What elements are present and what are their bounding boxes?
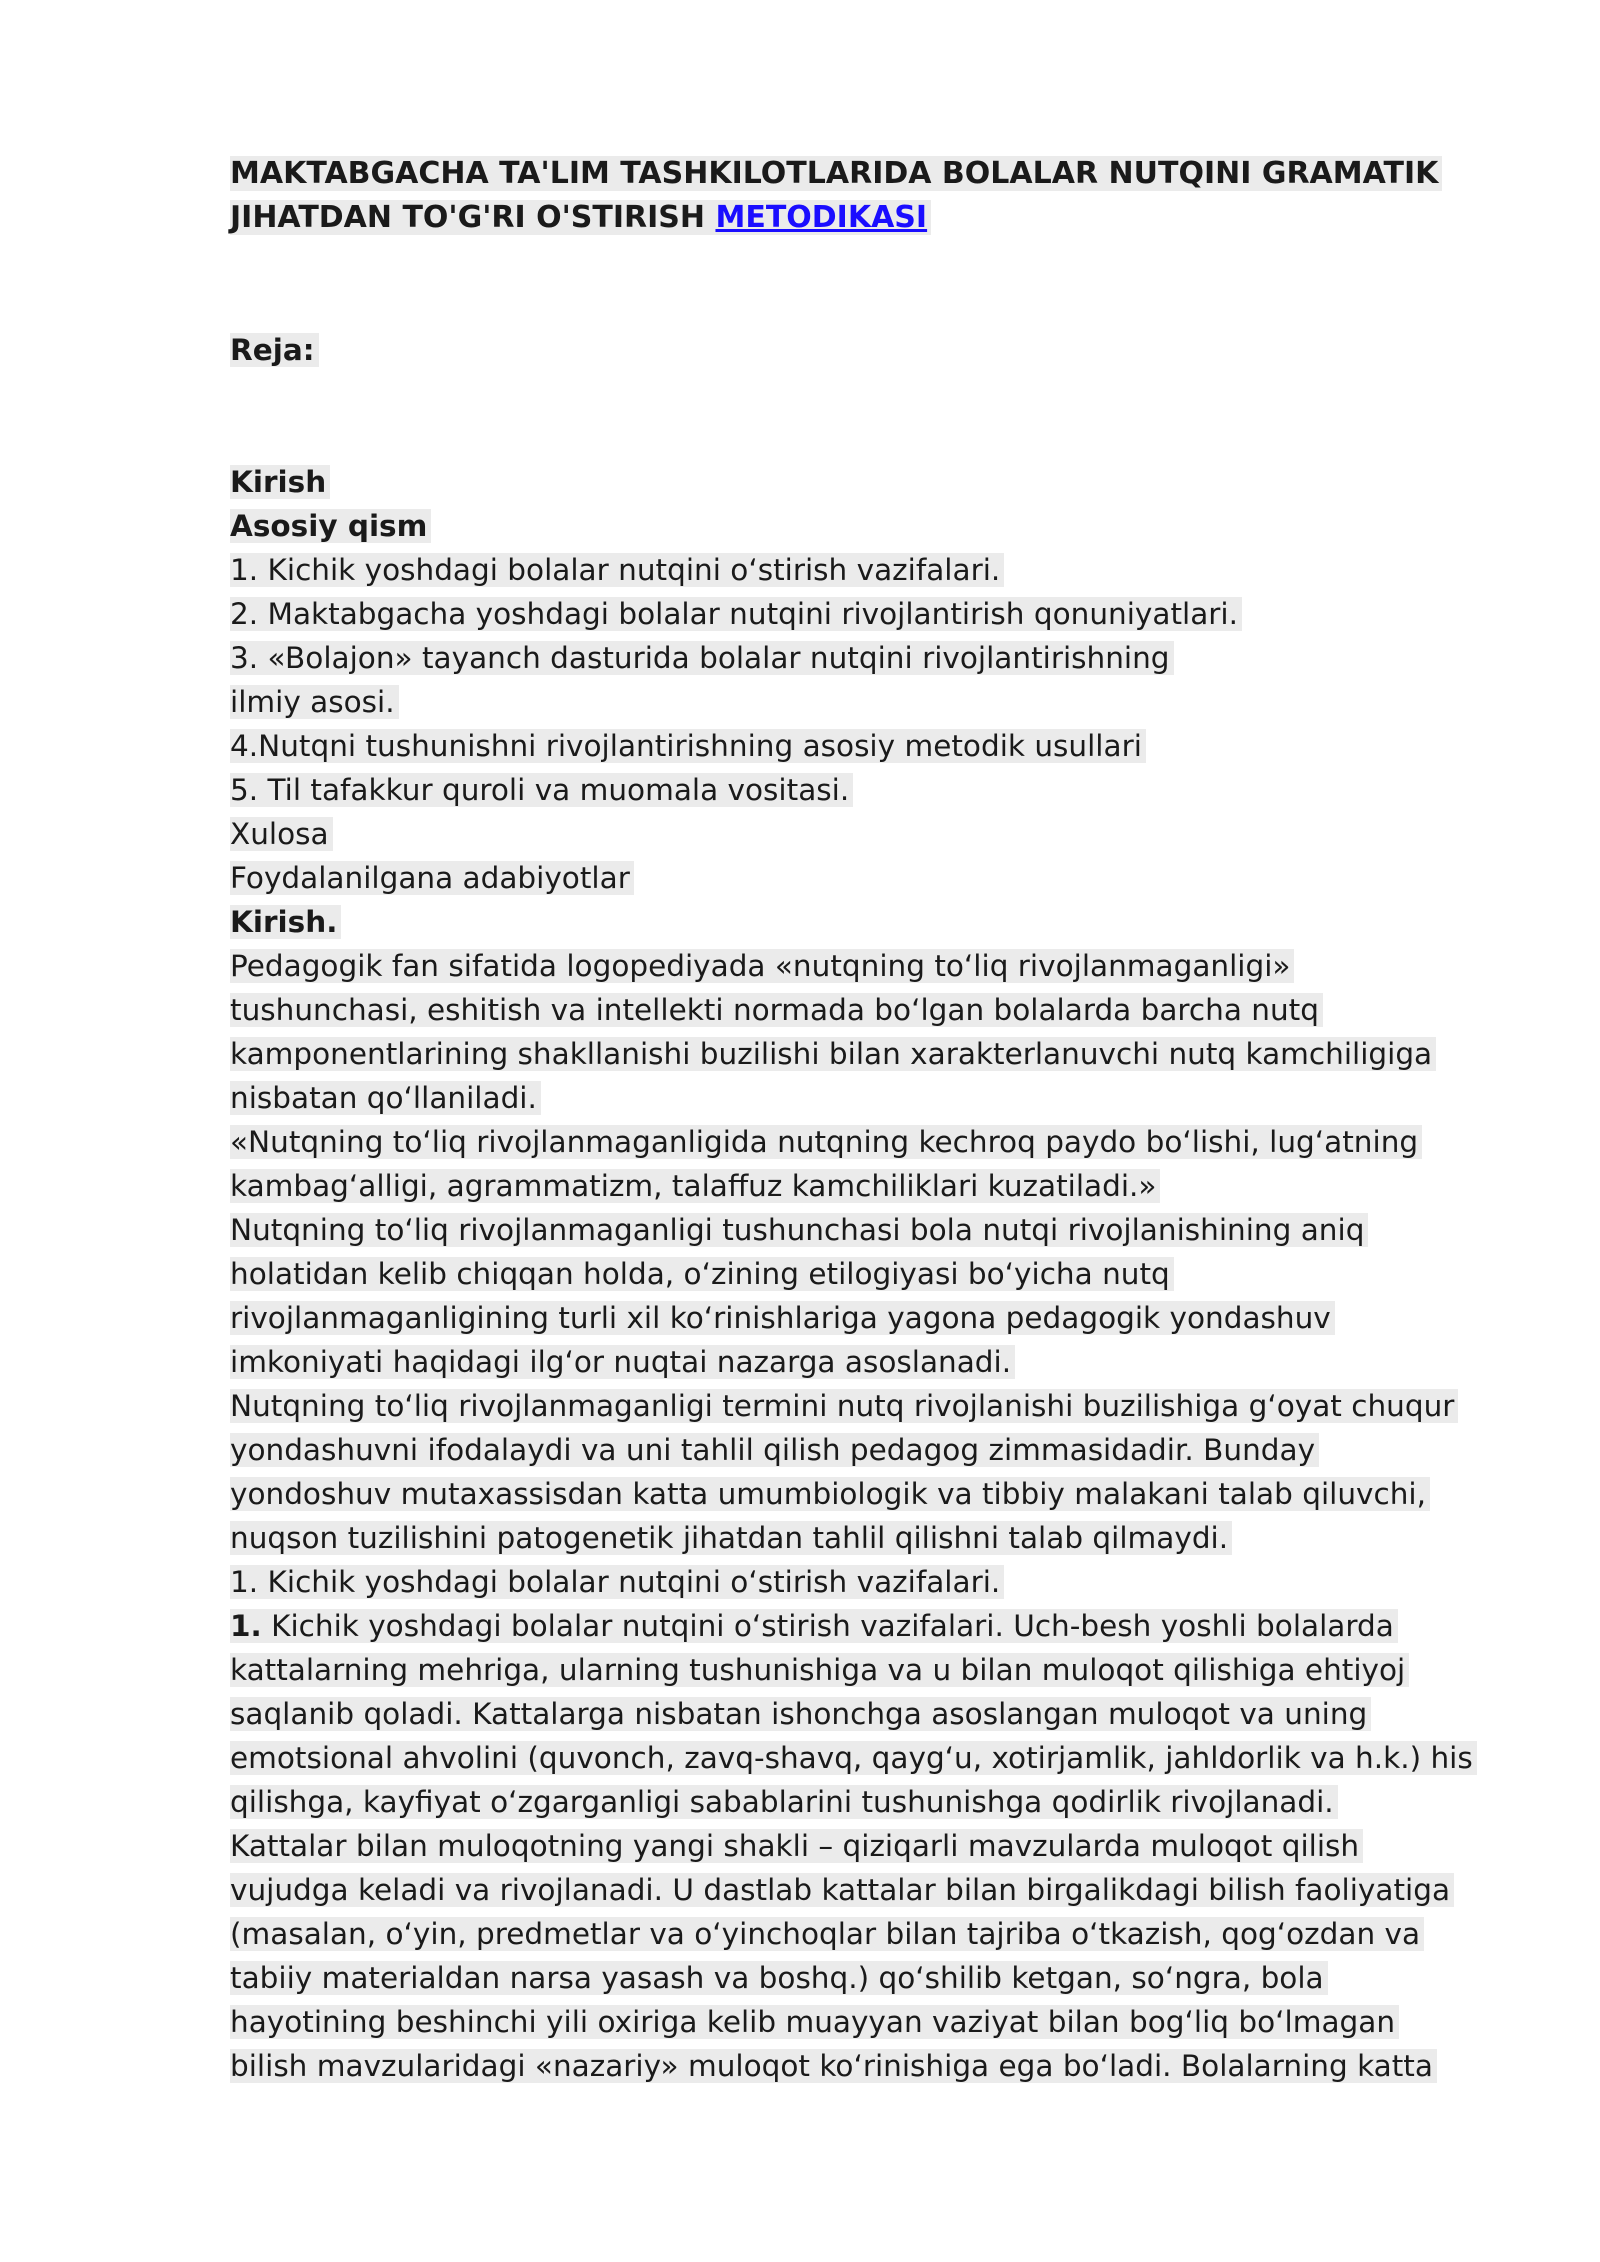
body-line: bilish mavzularidagi «nazariy» muloqot ko‘rinishiga ega bo‘ladi. Bolalarning katta [230, 2044, 1530, 2088]
body-line: holatidan kelib chiqqan holda, o‘zining etilogiyasi bo‘yicha nutq [230, 1252, 1530, 1296]
body-line: yondashuvni ifodalaydi va uni tahlil qilish pedagog zimmasidadir. Bunday [230, 1428, 1530, 1472]
body-line: Kattalar bilan muloqotning yangi shakli – qiziqarli mavzularda muloqot qilish [230, 1824, 1530, 1868]
body-line: vujudga keladi va rivojlanadi. U dastlab kattalar bilan birgalikdagi bilish faoliyatiga [230, 1868, 1530, 1912]
body-line: tabiiy materialdan narsa yasash va boshq.) qo‘shilib ketgan, so‘ngra, bola [230, 1956, 1530, 2000]
intro-heading: Kirish. [230, 900, 1530, 944]
plan-item: 3. «Bolajon» tayanch dasturida bolalar nutqini rivojlantirishning [230, 636, 1530, 680]
body-line: tushunchasi, eshitish va intellekti normada bo‘lgan bolalarda barcha nutq [230, 988, 1530, 1032]
plan-intro: Kirish [230, 460, 1530, 504]
body-line: kamponentlarining shakllanishi buzilishi bilan xarakterlanuvchi nutq kamchiligiga [230, 1032, 1530, 1076]
body-line: hayotining beshinchi yili oxiriga kelib muayyan vaziyat bilan bog‘liq bo‘lmagan [230, 2000, 1530, 2044]
title-line-2-text: JIHATDAN TO'G'RI O'STIRISH [230, 200, 716, 235]
plan-item: ilmiy asosi. [230, 680, 1530, 724]
document-title [230, 152, 1530, 240]
title-line-2 [230, 196, 1530, 240]
body-line: nisbatan qo‘llaniladi. [230, 1076, 1530, 1120]
document-page [230, 152, 1530, 2088]
metodikasi-link[interactable]: METODIKASI [715, 200, 928, 235]
section-1-first-line [230, 1604, 1530, 1648]
section-1-number: 1. [230, 1609, 262, 1643]
body-line: saqlanib qoladi. Kattalarga nisbatan ishonchga asoslangan muloqot va uning [230, 1692, 1530, 1736]
body-line: emotsional ahvolini (quvonch, zavq-shavq, qayg‘u, xotirjamlik, jahldorlik va h.k.) his [230, 1736, 1530, 1780]
plan-item: 2. Maktabgacha yoshdagi bolalar nutqini rivojlantirish qonuniyatlari. [230, 592, 1530, 636]
body-line: (masalan, o‘yin, predmetlar va o‘yinchoqlar bilan tajriba o‘tkazish, qog‘ozdan va [230, 1912, 1530, 1956]
plan-item: 5. Til tafakkur quroli va muomala vositasi. [230, 768, 1530, 812]
plan-conclusion: Xulosa [230, 812, 1530, 856]
body-line: «Nutqning to‘liq rivojlanmaganligida nutqning kechroq paydo bo‘lishi, lug‘atning [230, 1120, 1530, 1164]
plan-references: Foydalanilgana adabiyotlar [230, 856, 1530, 900]
body-line: Nutqning to‘liq rivojlanmaganligi tushunchasi bola nutqi rivojlanishining aniq [230, 1208, 1530, 1252]
body-line: Nutqning to‘liq rivojlanmaganligi termini nutq rivojlanishi buzilishiga g‘oyat chuqur [230, 1384, 1530, 1428]
plan-item: 1. Kichik yoshdagi bolalar nutqini o‘stirish vazifalari. [230, 548, 1530, 592]
section-1-first-line-text: Kichik yoshdagi bolalar nutqini o‘stirish vazifalari. Uch-besh yoshli bolalarda [261, 1609, 1394, 1643]
plan-main: Asosiy qism [230, 504, 1530, 548]
reja-label: Reja: [230, 328, 1530, 372]
title-line-1: MAKTABGACHA TA'LIM TASHKILOTLARIDA BOLALAR NUTQINI GRAMATIK [230, 152, 1530, 196]
body-line: imkoniyati haqidagi ilg‘or nuqtai nazarga asoslanadi. [230, 1340, 1530, 1384]
body-line: qilishga, kayfiyat o‘zgarganligi sabablarini tushunishga qodirlik rivojlanadi. [230, 1780, 1530, 1824]
body-line: Pedagogik fan sifatida logopediyada «nutqning to‘liq rivojlanmaganligi» [230, 944, 1530, 988]
plan-item: 4.Nutqni tushunishni rivojlantirishning asosiy metodik usullari [230, 724, 1530, 768]
body-line: rivojlanmaganligining turli xil ko‘rinishlariga yagona pedagogik yondashuv [230, 1296, 1530, 1340]
body-line: yondoshuv mutaxassisdan katta umumbiologik va tibbiy malakani talab qiluvchi, [230, 1472, 1530, 1516]
section-1-body [230, 1604, 1530, 2088]
plan-list [230, 460, 1530, 900]
body-line: nuqson tuzilishini patogenetik jihatdan tahlil qilishni talab qilmaydi. [230, 1516, 1530, 1560]
body-line: kambag‘alligi, agrammatizm, talaffuz kamchiliklari kuzatiladi.» [230, 1164, 1530, 1208]
body-line: 1. Kichik yoshdagi bolalar nutqini o‘stirish vazifalari. [230, 1560, 1530, 1604]
body-line: kattalarning mehriga, ularning tushunishiga va u bilan muloqot qilishiga ehtiyoj [230, 1648, 1530, 1692]
intro-body [230, 944, 1530, 1604]
